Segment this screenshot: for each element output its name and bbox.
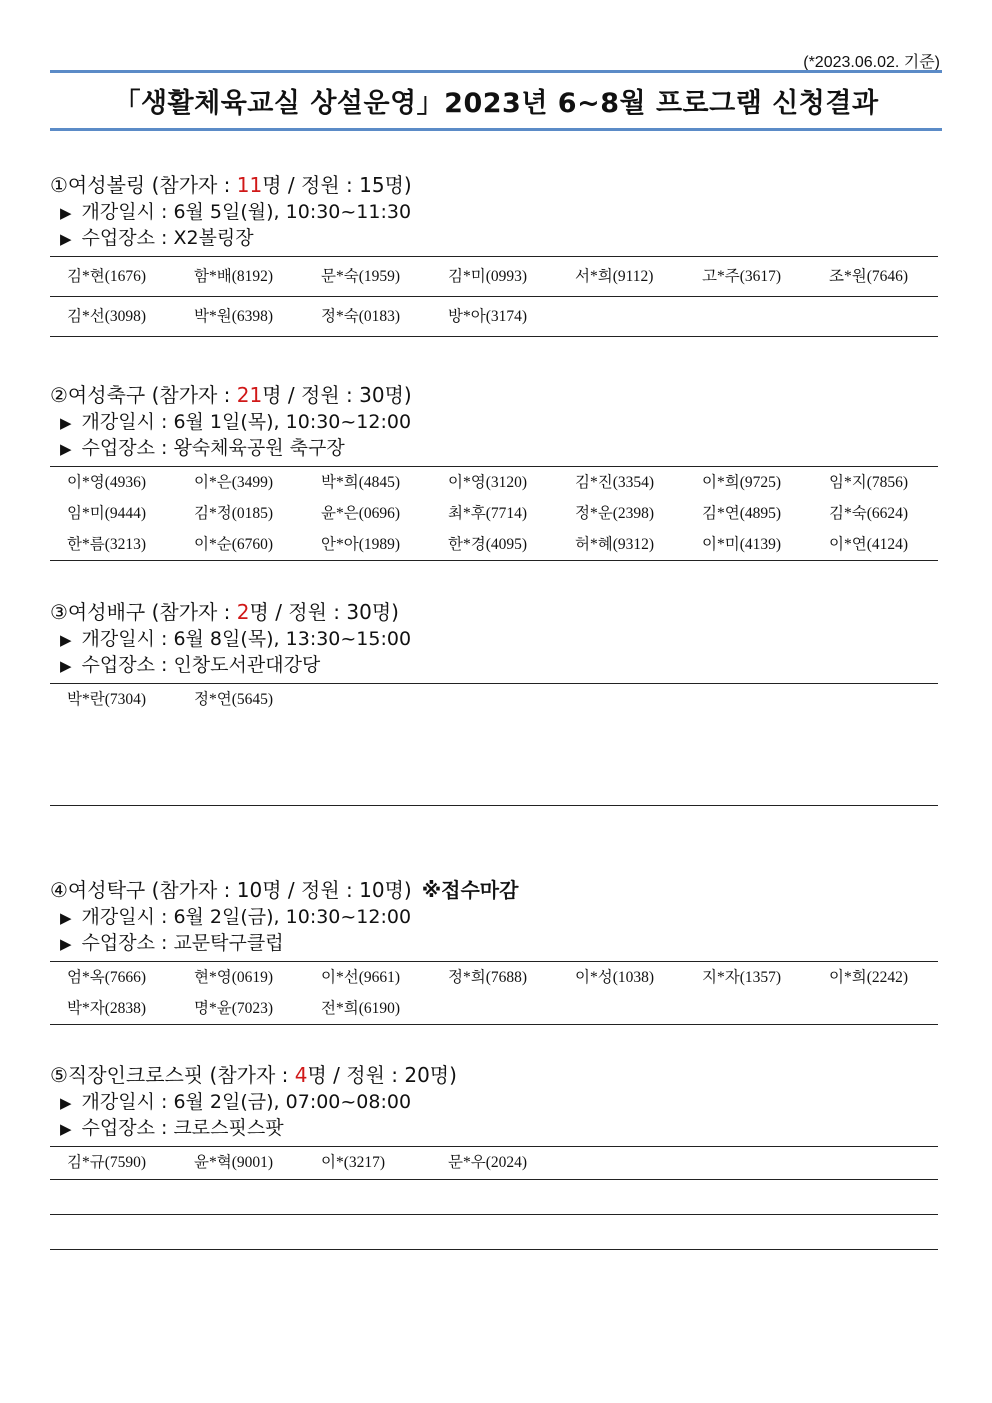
triangle-bullet-icon: ▶ [60,440,72,458]
participant-name: 이*은(3499) [194,474,274,491]
venue-line: ▶ 수업장소 : 교문탁구클럽 [60,932,284,954]
participant-name: 이*희(9725) [702,474,782,491]
participant-name: 김*미(0993) [448,268,528,285]
triangle-bullet-icon: ▶ [60,414,72,432]
participant-count: 10 [236,878,263,902]
triangle-bullet-icon: ▶ [60,204,72,222]
roster-row [50,993,938,1025]
venue-line: ▶ 수업장소 : X2볼링장 [60,227,254,249]
participant-name: 방*아(3174) [448,308,528,325]
participant-name: 김*규(7590) [67,1154,147,1171]
schedule-value: 6월 8일(목), 13:30~15:00 [173,628,412,650]
participant-name: 이*영(3120) [448,474,528,491]
section-soccer [50,382,938,561]
participant-name: 명*윤(7023) [194,1000,274,1017]
participant-name: 이*선(9661) [321,969,401,986]
venue-line: ▶ 수업장소 : 인창도서관대강당 [60,654,321,676]
schedule-line: ▶ 개강일시 : 6월 8일(목), 13:30~15:00 [60,628,412,650]
venue-value: 교문탁구클럽 [173,932,284,954]
participant-name: 한*름(3213) [67,536,147,553]
triangle-bullet-icon: ▶ [60,1120,72,1138]
participant-name: 김*선(3098) [67,308,147,325]
participant-name: 임*지(7856) [829,474,909,491]
venue-line: ▶ 수업장소 : 왕숙체육공원 축구장 [60,437,345,459]
title-banner [50,70,942,131]
participant-name: 지*자(1357) [702,969,782,986]
participant-name: 한*경(4095) [448,536,528,553]
page-title: 「생활체육교실 상설운영」2023년 6~8월 프로그램 신청결과 [113,88,879,119]
participant-name: 엄*옥(7666) [67,969,147,986]
schedule-line: ▶ 개강일시 : 6월 1일(목), 10:30~12:00 [60,411,412,433]
participant-count: 11 [236,173,263,197]
section-heading: ②여성축구 (참가자 : 21명 / 정원 : 30명) [50,383,412,407]
roster-row [50,529,938,561]
schedule-value: 6월 2일(금), 10:30~12:00 [173,906,412,928]
participant-name: 김*진(3354) [575,474,655,491]
section-heading: ④여성탁구 (참가자 : 10명 / 정원 : 10명) ※접수마감 [50,878,519,902]
participant-name: 윤*은(0696) [321,505,401,522]
participant-name: 김*숙(6624) [829,505,909,522]
venue-value: 인창도서관대강당 [173,654,321,676]
schedule-line: ▶ 개강일시 : 6월 2일(금), 07:00~08:00 [60,1091,412,1113]
participant-name: 조*원(7646) [829,268,909,285]
roster-row [50,467,938,498]
schedule-value: 6월 1일(목), 10:30~12:00 [173,411,412,433]
participant-name: 박*원(6398) [194,308,274,325]
section-bowling [50,172,938,337]
participant-name: 정*운(2398) [575,505,655,522]
as-of-date: (*2023.06.02. 기준) [803,54,940,71]
participant-name: 박*란(7304) [67,691,147,708]
roster-row [50,498,938,529]
participant-roster [50,961,938,1025]
participant-name: 이*미(4139) [702,536,782,553]
participant-count: 4 [294,1063,308,1087]
triangle-bullet-icon: ▶ [60,909,72,927]
participant-name: 임*미(9444) [67,505,147,522]
empty-roster-row [50,1215,938,1250]
participant-name: 이*희(2242) [829,969,909,986]
participant-name: 정*숙(0183) [321,308,401,325]
roster-row [50,257,938,297]
schedule-line: ▶ 개강일시 : 6월 5일(월), 10:30~11:30 [60,201,412,223]
empty-roster-row [50,1180,938,1215]
participant-roster [50,1146,938,1250]
participant-name: 고*주(3617) [702,268,782,285]
participant-name: 함*배(8192) [194,268,274,285]
triangle-bullet-icon: ▶ [60,1094,72,1112]
section-heading: ①여성볼링 (참가자 : 11명 / 정원 : 15명) [50,173,412,197]
schedule-value: 6월 2일(금), 07:00~08:00 [173,1091,412,1113]
triangle-bullet-icon: ▶ [60,631,72,649]
roster-row [50,1147,938,1180]
participant-roster [50,256,938,337]
participant-name: 안*아(1989) [321,536,401,553]
section-volleyball [50,599,938,806]
participant-name: 이*순(6760) [194,536,274,553]
participant-name: 박*희(4845) [321,474,401,491]
triangle-bullet-icon: ▶ [60,230,72,248]
venue-value: X2볼링장 [173,227,254,249]
participant-name: 전*희(6190) [321,1000,401,1017]
section-crossfit [50,1062,938,1250]
participant-name: 김*현(1676) [67,268,147,285]
participant-count: 21 [236,383,263,407]
participant-name: 김*정(0185) [194,505,274,522]
participant-roster [50,683,938,806]
participant-name: 정*희(7688) [448,969,528,986]
participant-name: 윤*혁(9001) [194,1154,274,1171]
triangle-bullet-icon: ▶ [60,657,72,675]
participant-name: 허*혜(9312) [575,536,655,553]
participant-count: 2 [236,600,250,624]
venue-line: ▶ 수업장소 : 크로스핏스팟 [60,1117,284,1139]
venue-value: 크로스핏스팟 [173,1117,284,1139]
roster-row [50,297,938,337]
triangle-bullet-icon: ▶ [60,935,72,953]
participant-name: 현*영(0619) [194,969,274,986]
closed-notice: ※접수마감 [421,878,519,902]
venue-value: 왕숙체육공원 축구장 [173,437,345,459]
participant-name: 김*연(4895) [702,505,782,522]
participant-name: 문*숙(1959) [321,268,401,285]
roster-row [50,962,938,993]
schedule-line: ▶ 개강일시 : 6월 2일(금), 10:30~12:00 [60,906,412,928]
participant-name: 서*희(9112) [575,268,654,285]
participant-name: 정*연(5645) [194,691,274,708]
participant-name: 최*후(7714) [448,505,528,522]
participant-name: 박*자(2838) [67,1000,147,1017]
participant-name: 이*성(1038) [575,969,655,986]
section-heading: ⑤직장인크로스핏 (참가자 : 4명 / 정원 : 20명) [50,1063,457,1087]
section-heading: ③여성배구 (참가자 : 2명 / 정원 : 30명) [50,600,399,624]
participant-name: 이*영(4936) [67,474,147,491]
participant-roster [50,466,938,561]
participant-name: 문*우(2024) [448,1154,528,1171]
section-table-tennis [50,877,938,1025]
participant-name: 이*(3217) [321,1154,386,1171]
participant-name: 이*연(4124) [829,536,909,553]
schedule-value: 6월 5일(월), 10:30~11:30 [173,201,412,223]
roster-row [50,684,938,715]
